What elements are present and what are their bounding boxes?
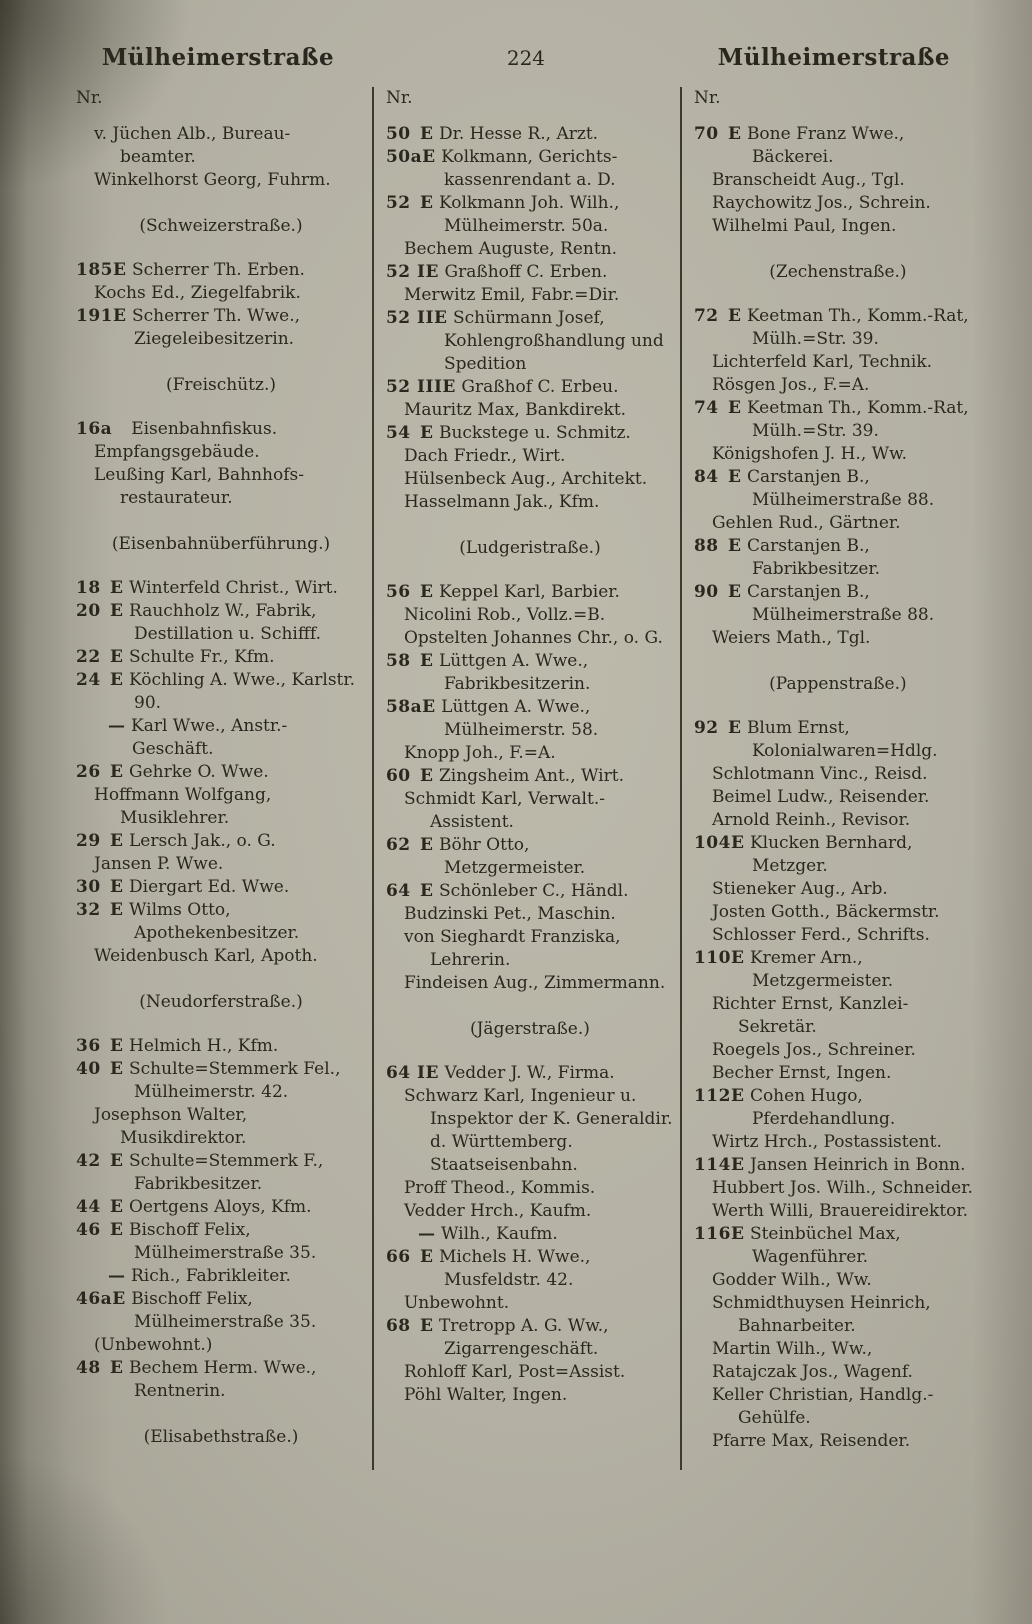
directory-entry bbox=[76, 646, 366, 669]
directory-entry bbox=[694, 1085, 982, 1131]
house-number: 50a bbox=[385, 147, 423, 167]
owner-marker: E bbox=[442, 377, 456, 397]
entry-text: Karl Wwe., Anstr.-Geschäft. bbox=[131, 716, 288, 759]
house-number: 185 bbox=[76, 260, 113, 280]
owner-marker: E bbox=[419, 1247, 433, 1267]
entry-text: Buckstege u. Schmitz. bbox=[438, 423, 631, 443]
ditto-entry bbox=[76, 715, 366, 761]
resident-line: Findeisen Aug., Zimmermann. bbox=[403, 973, 666, 993]
entry-text: Diergart Ed. Wwe. bbox=[129, 877, 290, 897]
entry-text: Keppel Karl, Barbier. bbox=[438, 582, 620, 602]
directory-entry bbox=[694, 717, 982, 763]
entry-text: Eisenbahnfiskus. bbox=[131, 419, 278, 439]
entry-text: Blum Ernst, Kolonialwaren=Hdlg. bbox=[746, 718, 938, 761]
house-number: 104 bbox=[693, 833, 731, 853]
owner-marker: E bbox=[727, 306, 741, 326]
owner-marker: E bbox=[730, 1086, 744, 1106]
column-nr-label: Nr. bbox=[76, 88, 103, 108]
entry-text: Schulte=Stemmerk Fel., Mülheimerstr. 42. bbox=[129, 1059, 341, 1102]
owner-marker: E bbox=[419, 193, 433, 213]
resident-line: Arnold Reinh., Revisor. bbox=[711, 810, 911, 830]
owner-marker: E bbox=[422, 697, 436, 717]
owner-marker: E bbox=[419, 582, 433, 602]
resident-line: Vedder Hrch., Kaufm. bbox=[403, 1201, 592, 1221]
owner-marker: E bbox=[110, 762, 123, 782]
directory-entry bbox=[386, 307, 674, 376]
directory-entry bbox=[386, 581, 674, 604]
resident-line: Schmidt Karl, Verwalt.-Assistent. bbox=[403, 789, 605, 832]
owner-marker: E bbox=[419, 423, 433, 443]
resident-line: Becher Ernst, Ingen. bbox=[711, 1063, 892, 1083]
owner-marker: E bbox=[422, 147, 436, 167]
directory-entry bbox=[386, 696, 674, 742]
entry-text: Carstanjen B., Mülheimerstraße 88. bbox=[746, 582, 935, 625]
directory-entry bbox=[694, 581, 982, 627]
resident-line: Leußing Karl, Bahnhofs-restaurateur. bbox=[94, 465, 305, 508]
house-number: 29 bbox=[76, 831, 101, 851]
entry-text: Steinbüchel Max, Wagenführer. bbox=[749, 1224, 901, 1267]
owner-marker: E bbox=[727, 398, 741, 418]
entry-text: Köchling A. Wwe., Karlstr. 90. bbox=[129, 670, 356, 713]
directory-entry bbox=[694, 1223, 982, 1269]
entry-text: Tretropp A. G. Ww., Zigarrengeschäft. bbox=[438, 1316, 609, 1359]
resident-line: Mauritz Max, Bankdirekt. bbox=[403, 400, 627, 420]
entry-text: Schürmann Josef, Kohlengroßhandlung und Spedition bbox=[443, 308, 664, 374]
entry-text: Bischoff Felix, Mülheimerstraße 35. bbox=[131, 1289, 317, 1332]
ditto-dash: — bbox=[108, 1266, 125, 1286]
house-number: 90 bbox=[693, 582, 719, 602]
entry-text: Graßhoff C. Erben. bbox=[444, 262, 608, 282]
resident-line: Budzinski Pet., Maschin. bbox=[403, 904, 616, 924]
directory-entry bbox=[386, 1246, 674, 1292]
entry-text: Kolkmann Joh. Wilh., Mülheimerstr. 50a. bbox=[438, 193, 620, 236]
owner-marker: E bbox=[112, 1289, 126, 1309]
directory-entry bbox=[694, 305, 982, 351]
resident-line: Martin Wilh., Ww., bbox=[711, 1339, 873, 1359]
house-number: 64 I bbox=[385, 1063, 426, 1083]
house-number: 58 bbox=[385, 651, 411, 671]
resident-line: Empfangsgebäude. bbox=[94, 442, 260, 462]
directory-entry bbox=[386, 650, 674, 696]
house-number: 191 bbox=[76, 306, 113, 326]
directory-entry bbox=[386, 880, 674, 903]
directory-entry bbox=[76, 305, 366, 351]
entry-text: Lersch Jak., o. G. bbox=[129, 831, 276, 851]
house-number: 46a bbox=[76, 1289, 113, 1309]
street-heading: (Eisenbahnüberführung.) bbox=[111, 534, 331, 554]
directory-entry bbox=[694, 1154, 982, 1177]
owner-marker: E bbox=[110, 1220, 123, 1240]
house-number: 110 bbox=[693, 948, 731, 968]
entry-text: Lüttgen A. Wwe., Mülheimerstr. 58. bbox=[441, 697, 599, 740]
entry-text: Scherrer Th. Erben. bbox=[132, 260, 305, 280]
ditto-entry bbox=[76, 1265, 366, 1288]
entry-text: Helmich H., Kfm. bbox=[129, 1036, 279, 1056]
directory-entry bbox=[386, 1315, 674, 1361]
house-number: 52 bbox=[385, 193, 411, 213]
directory-entry bbox=[386, 261, 674, 284]
owner-marker: E bbox=[110, 670, 123, 690]
directory-entry bbox=[386, 834, 674, 880]
resident-line: Jansen P. Wwe. bbox=[94, 854, 224, 874]
resident-line: Weidenbusch Karl, Apoth. bbox=[94, 946, 318, 966]
directory-entry bbox=[76, 899, 366, 945]
directory-entry bbox=[694, 123, 982, 169]
column-nr-label: Nr. bbox=[385, 88, 413, 108]
owner-marker: E bbox=[113, 306, 126, 326]
entry-text: Keetman Th., Komm.-Rat, Mülh.=Str. 39. bbox=[746, 306, 969, 349]
owner-marker: E bbox=[419, 1316, 433, 1336]
street-heading: (Zechenstraße.) bbox=[769, 262, 907, 282]
house-number: 46 bbox=[76, 1220, 101, 1240]
directory-entry bbox=[386, 765, 674, 788]
resident-line: Gehlen Rud., Gärtner. bbox=[711, 513, 901, 533]
street-heading: (Elisabethstraße.) bbox=[143, 1427, 299, 1447]
house-number: 64 bbox=[385, 881, 411, 901]
directory-entry bbox=[76, 577, 366, 600]
house-number: 60 bbox=[385, 766, 411, 786]
header-street-right: Mülheimerstraße bbox=[717, 44, 951, 71]
street-heading: (Pappenstraße.) bbox=[769, 674, 907, 694]
owner-marker: E bbox=[419, 835, 433, 855]
directory-entry bbox=[386, 123, 674, 146]
resident-line: Wilhelmi Paul, Ingen. bbox=[711, 216, 897, 236]
resident-line: Godder Wilh., Ww. bbox=[711, 1270, 872, 1290]
directory-entry bbox=[76, 600, 366, 646]
house-number: 114 bbox=[693, 1155, 731, 1175]
directory-entry bbox=[386, 1062, 674, 1085]
resident-line: Branscheidt Aug., Tgl. bbox=[711, 170, 905, 190]
resident-line: Schmidthuysen Heinrich, Bahnarbeiter. bbox=[711, 1293, 931, 1336]
resident-line: Unbewohnt. bbox=[403, 1293, 510, 1313]
entry-text: Michels H. Wwe., Musfeldstr. 42. bbox=[438, 1247, 591, 1290]
resident-line: Josten Gotth., Bäckermstr. bbox=[711, 902, 940, 922]
entry-text: Bone Franz Wwe., Bäckerei. bbox=[746, 124, 905, 167]
house-number: 70 bbox=[693, 124, 719, 144]
entry-text: Kolkmann, Gerichts-kassenrendant a. D. bbox=[441, 147, 618, 190]
directory-entry bbox=[386, 192, 674, 238]
columns-container bbox=[64, 87, 988, 1470]
owner-marker: E bbox=[727, 124, 741, 144]
house-number: 18 bbox=[76, 578, 101, 598]
entry-text: Gehrke O. Wwe. bbox=[129, 762, 269, 782]
owner-marker: E bbox=[110, 1358, 123, 1378]
resident-line: Opstelten Johannes Chr., o. G. bbox=[403, 628, 663, 648]
owner-marker: E bbox=[419, 766, 433, 786]
owner-marker: E bbox=[727, 718, 741, 738]
house-number: 58a bbox=[385, 697, 423, 717]
entry-text: Böhr Otto, Metzgermeister. bbox=[438, 835, 586, 878]
entry-text: Bischoff Felix, Mülheimerstraße 35. bbox=[129, 1220, 317, 1263]
street-heading: (Jägerstraße.) bbox=[469, 1019, 590, 1039]
resident-line: Rohloff Karl, Post=Assist. bbox=[403, 1362, 626, 1382]
entry-text: Scherrer Th. Wwe., Ziegeleibesitzerin. bbox=[132, 306, 301, 349]
house-number: 40 bbox=[76, 1059, 101, 1079]
house-number: 84 bbox=[693, 467, 719, 487]
header-street-left: Mülheimerstraße bbox=[101, 44, 335, 71]
house-number: 22 bbox=[76, 647, 101, 667]
resident-line: Stieneker Aug., Arb. bbox=[711, 879, 888, 899]
ditto-dash: — bbox=[108, 716, 125, 736]
directory-entry bbox=[76, 876, 366, 899]
street-heading: (Neudorferstraße.) bbox=[139, 992, 303, 1012]
owner-marker: E bbox=[727, 467, 741, 487]
resident-line: Rösgen Jos., F.=A. bbox=[711, 375, 870, 395]
owner-marker: E bbox=[419, 651, 433, 671]
resident-line: Roegels Jos., Schreiner. bbox=[711, 1040, 916, 1060]
directory-entry bbox=[76, 259, 366, 282]
owner-marker: E bbox=[730, 1224, 744, 1244]
directory-entry bbox=[694, 535, 982, 581]
house-number: 56 bbox=[385, 582, 411, 602]
house-number: 68 bbox=[385, 1316, 411, 1336]
street-heading: (Ludgeristraße.) bbox=[459, 538, 601, 558]
directory-entry bbox=[386, 376, 674, 399]
directory-entry bbox=[386, 422, 674, 445]
entry-text: Keetman Th., Komm.-Rat, Mülh.=Str. 39. bbox=[746, 398, 969, 441]
directory-entry bbox=[76, 1196, 366, 1219]
directory-entry bbox=[76, 418, 366, 441]
house-number: 30 bbox=[76, 877, 101, 897]
entry-text: Rauchholz W., Fabrik, Destillation u. Schifff. bbox=[129, 601, 322, 644]
resident-line: Keller Christian, Handlg.-Gehülfe. bbox=[711, 1385, 934, 1428]
resident-line: (Unbewohnt.) bbox=[94, 1335, 213, 1355]
street-heading: (Schweizerstraße.) bbox=[139, 216, 303, 236]
owner-marker: E bbox=[110, 647, 123, 667]
owner-marker: E bbox=[110, 1036, 123, 1056]
directory-entry bbox=[76, 1219, 366, 1265]
resident-line: Hoffmann Wolfgang, Musiklehrer. bbox=[94, 785, 272, 828]
directory-entry bbox=[76, 1035, 366, 1058]
owner-marker: E bbox=[425, 1063, 439, 1083]
owner-marker: E bbox=[110, 831, 123, 851]
house-number: 52 III bbox=[385, 377, 443, 397]
entry-text: Rich., Fabrikleiter. bbox=[131, 1266, 291, 1286]
owner-marker: E bbox=[110, 1151, 123, 1171]
entry-text: Carstanjen B., Mülheimerstraße 88. bbox=[746, 467, 935, 510]
owner-marker: E bbox=[419, 881, 433, 901]
resident-line: Werth Willi, Brauereidirektor. bbox=[711, 1201, 969, 1221]
ditto-entry bbox=[386, 1223, 674, 1246]
entry-text: Graßhof C. Erbeu. bbox=[461, 377, 619, 397]
column-1 bbox=[64, 87, 372, 1470]
directory-entry bbox=[76, 1357, 366, 1403]
resident-line: Nicolini Rob., Vollz.=B. bbox=[403, 605, 606, 625]
owner-marker: E bbox=[730, 1155, 744, 1175]
directory-entry bbox=[76, 669, 366, 715]
owner-marker: E bbox=[110, 1197, 123, 1217]
entry-text: Oertgens Aloys, Kfm. bbox=[129, 1197, 312, 1217]
house-number: 52 I bbox=[385, 262, 426, 282]
house-number: 112 bbox=[693, 1086, 731, 1106]
resident-line: Kochs Ed., Ziegelfabrik. bbox=[94, 283, 301, 303]
resident-line: Königshofen J. H., Ww. bbox=[711, 444, 908, 464]
resident-line: von Sieghardt Franziska, Lehrerin. bbox=[403, 927, 621, 970]
entry-text: Schönleber C., Händl. bbox=[438, 881, 629, 901]
house-number: 54 bbox=[385, 423, 411, 443]
resident-line: Josephson Walter, Musikdirektor. bbox=[94, 1105, 248, 1148]
resident-line: Knopp Joh., F.=A. bbox=[403, 743, 556, 763]
entry-text: Vedder J. W., Firma. bbox=[444, 1063, 615, 1083]
resident-line: Proff Theod., Kommis. bbox=[403, 1178, 596, 1198]
owner-marker: E bbox=[727, 582, 741, 602]
house-number: 48 bbox=[76, 1358, 101, 1378]
page-number: 224 bbox=[506, 46, 546, 70]
entry-text: Kremer Arn., Metzgermeister. bbox=[749, 948, 894, 991]
directory-entry bbox=[76, 1288, 366, 1334]
resident-line: v. Jüchen Alb., Bureau-beamter. bbox=[94, 124, 291, 167]
house-number: 26 bbox=[76, 762, 101, 782]
house-number: 44 bbox=[76, 1197, 101, 1217]
directory-entry bbox=[76, 830, 366, 853]
resident-line: Lichterfeld Karl, Technik. bbox=[711, 352, 933, 372]
resident-line: Hubbert Jos. Wilh., Schneider. bbox=[711, 1178, 973, 1198]
resident-line: Schwarz Karl, Ingenieur u. Inspektor der K. Generaldir. d. Württemberg. Staatseisenbahn. bbox=[403, 1086, 673, 1175]
owner-marker: E bbox=[110, 877, 123, 897]
entry-text: Klucken Bernhard, Metzger. bbox=[749, 833, 913, 876]
resident-line: Wirtz Hrch., Postassistent. bbox=[711, 1132, 942, 1152]
resident-line: Pfarre Max, Reisender. bbox=[711, 1431, 911, 1451]
entry-text: Wilh., Kaufm. bbox=[440, 1224, 558, 1244]
column-3 bbox=[680, 87, 988, 1470]
ditto-dash: — bbox=[417, 1224, 435, 1244]
resident-line: Schlosser Ferd., Schrifts. bbox=[711, 925, 930, 945]
entry-text: Bechem Herm. Wwe., Rentnerin. bbox=[129, 1358, 317, 1401]
resident-line: Schlotmann Vinc., Reisd. bbox=[711, 764, 928, 784]
page-header bbox=[64, 44, 988, 71]
resident-line: Hülsenbeck Aug., Architekt. bbox=[403, 469, 648, 489]
house-number: 42 bbox=[76, 1151, 101, 1171]
owner-marker: E bbox=[730, 833, 744, 853]
resident-line: Pöhl Walter, Ingen. bbox=[403, 1385, 568, 1405]
directory-entry bbox=[386, 146, 674, 192]
house-number: 50 bbox=[385, 124, 411, 144]
owner-marker: E bbox=[425, 262, 439, 282]
resident-line: Dach Friedr., Wirt. bbox=[403, 446, 566, 466]
directory-entry bbox=[76, 761, 366, 784]
street-heading: (Freischütz.) bbox=[165, 375, 276, 395]
resident-line: Beimel Ludw., Reisender. bbox=[711, 787, 930, 807]
entry-text: Schulte=Stemmerk F., Fabrikbesitzer. bbox=[129, 1151, 324, 1194]
house-number: 32 bbox=[76, 900, 101, 920]
house-number: 74 bbox=[693, 398, 719, 418]
directory-entry bbox=[694, 397, 982, 443]
entry-text: Jansen Heinrich in Bonn. bbox=[749, 1155, 966, 1175]
entry-text: Wilms Otto, Apothekenbesitzer. bbox=[129, 900, 300, 943]
directory-entry bbox=[76, 1058, 366, 1104]
house-number: 20 bbox=[76, 601, 101, 621]
house-number: 36 bbox=[76, 1036, 101, 1056]
directory-entry bbox=[76, 1150, 366, 1196]
owner-marker: E bbox=[727, 536, 741, 556]
house-number: 24 bbox=[76, 670, 101, 690]
entry-text: Winterfeld Christ., Wirt. bbox=[129, 578, 338, 598]
resident-line: Bechem Auguste, Rentn. bbox=[403, 239, 618, 259]
owner-marker: E bbox=[433, 308, 447, 328]
entry-text: Lüttgen A. Wwe., Fabrikbesitzerin. bbox=[438, 651, 591, 694]
resident-line: Ratajczak Jos., Wagenf. bbox=[711, 1362, 913, 1382]
house-number: 72 bbox=[693, 306, 719, 326]
owner-marker: E bbox=[110, 601, 123, 621]
resident-line: Winkelhorst Georg, Fuhrm. bbox=[94, 170, 331, 190]
entry-text: Carstanjen B., Fabrikbesitzer. bbox=[746, 536, 881, 579]
house-number: 116 bbox=[693, 1224, 731, 1244]
house-number: 52 II bbox=[385, 308, 434, 328]
resident-line: Raychowitz Jos., Schrein. bbox=[711, 193, 931, 213]
resident-line: Merwitz Emil, Fabr.=Dir. bbox=[403, 285, 620, 305]
owner-marker: E bbox=[730, 948, 744, 968]
house-number: 66 bbox=[385, 1247, 411, 1267]
column-2 bbox=[372, 87, 680, 1470]
owner-marker: E bbox=[419, 124, 433, 144]
owner-marker: E bbox=[110, 900, 123, 920]
owner-marker: E bbox=[113, 260, 126, 280]
house-number: 88 bbox=[693, 536, 719, 556]
entry-text: Schulte Fr., Kfm. bbox=[129, 647, 275, 667]
house-number: 62 bbox=[385, 835, 411, 855]
entry-text: Cohen Hugo, Pferdehandlung. bbox=[749, 1086, 896, 1129]
column-nr-label: Nr. bbox=[693, 88, 721, 108]
owner-marker: E bbox=[110, 1059, 123, 1079]
directory-entry bbox=[694, 947, 982, 993]
entry-text: Dr. Hesse R., Arzt. bbox=[438, 124, 599, 144]
resident-line: Weiers Math., Tgl. bbox=[711, 628, 871, 648]
resident-line: Richter Ernst, Kanzlei-Sekretär. bbox=[711, 994, 909, 1037]
house-number: 16a bbox=[76, 419, 113, 439]
directory-entry bbox=[694, 466, 982, 512]
directory-entry bbox=[694, 832, 982, 878]
house-number: 92 bbox=[693, 718, 719, 738]
resident-line: Hasselmann Jak., Kfm. bbox=[403, 492, 600, 512]
owner-marker: E bbox=[110, 578, 123, 598]
entry-text: Zingsheim Ant., Wirt. bbox=[438, 766, 624, 786]
